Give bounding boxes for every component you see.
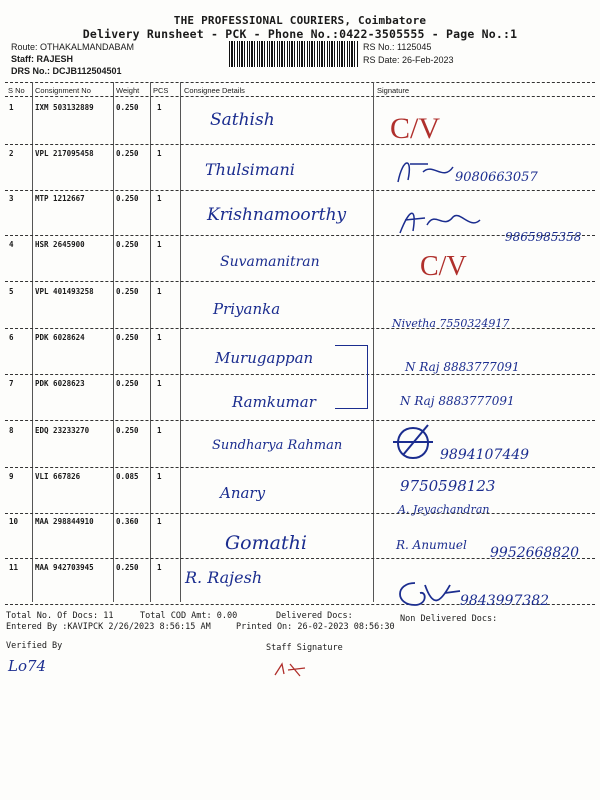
cell-consignment: VPL 217095458 xyxy=(35,149,94,158)
cell-pcs: 1 xyxy=(157,194,162,203)
handwritten-signature: 9750598123 xyxy=(400,477,496,495)
table-header-border xyxy=(5,96,595,97)
header-consignee: Consignee Details xyxy=(184,86,245,95)
cell-sno: 3 xyxy=(9,194,14,203)
handwritten-consignee: Gomathi xyxy=(225,532,307,554)
cell-pcs: 1 xyxy=(157,426,162,435)
cell-consignment: VLI 667826 xyxy=(35,472,81,481)
row-separator xyxy=(5,513,595,514)
row-separator xyxy=(5,374,595,375)
barcode-image xyxy=(229,41,358,67)
cell-sno: 6 xyxy=(9,333,14,342)
cell-consignment: PDK 6028624 xyxy=(35,333,85,342)
cell-pcs: 1 xyxy=(157,103,162,112)
row-separator xyxy=(5,144,595,145)
cell-weight: 0.250 xyxy=(116,149,139,158)
handwritten-consignee: Anary xyxy=(220,484,266,502)
staff-signature-mark xyxy=(270,660,310,680)
handwritten-signature: Nivetha 7550324917 xyxy=(392,317,510,330)
cell-pcs: 1 xyxy=(157,149,162,158)
verified-mark: Lo74 xyxy=(8,657,47,675)
header-weight: Weight xyxy=(116,86,140,95)
total-docs: Total No. Of Docs: 11 xyxy=(6,611,114,621)
handwritten-signature: 9080663057 xyxy=(455,170,538,185)
handwritten-signature: C/V xyxy=(420,251,467,282)
cell-sno: 9 xyxy=(9,472,14,481)
cell-sno: 11 xyxy=(9,563,19,572)
cell-weight: 0.360 xyxy=(116,517,139,526)
handwritten-signature: C/V xyxy=(390,112,441,145)
cell-sno: 2 xyxy=(9,149,14,158)
total-cod: Total COD Amt: 0.00 xyxy=(140,611,238,621)
handwritten-signature: N Raj 8883777091 xyxy=(400,394,515,408)
company-title: THE PROFESSIONAL COURIERS, Coimbatore xyxy=(173,14,427,27)
verified-by-label: Verified By xyxy=(6,641,63,651)
cell-pcs: 1 xyxy=(157,472,162,481)
route-label: Route: OTHAKALMANDABAM xyxy=(11,42,135,52)
header-consignment: Consignment No xyxy=(35,86,91,95)
handwritten-signature: 9843997382 xyxy=(460,593,550,609)
handwritten-consignee: Krishnamoorthy xyxy=(207,205,347,225)
rs-number: RS No.: 1125045 xyxy=(363,42,432,52)
handwritten-name: R. Anumuel xyxy=(396,538,467,552)
cell-weight: 0.085 xyxy=(116,472,139,481)
non-delivered-docs: Non Delivered Docs: xyxy=(400,614,498,624)
delivered-docs: Delivered Docs: xyxy=(276,611,353,621)
header-pcs: PCS xyxy=(153,86,169,95)
handwritten-signature: 9952668820 xyxy=(490,545,580,561)
handwritten-signature: 9894107449 xyxy=(440,447,530,463)
cell-weight: 0.250 xyxy=(116,287,139,296)
row-separator xyxy=(5,420,595,421)
scribble-signature xyxy=(395,205,505,237)
cell-weight: 0.250 xyxy=(116,194,139,203)
cell-consignment: MAA 942703945 xyxy=(35,563,94,572)
cell-weight: 0.250 xyxy=(116,379,139,388)
staff-signature-label: Staff Signature xyxy=(266,643,343,653)
cell-weight: 0.250 xyxy=(116,426,139,435)
runsheet-title: Delivery Runsheet - PCK - Phone No.:0422-3505555 - Page No.:1 xyxy=(82,27,518,41)
entered-by: Entered By :KAVIPCK 2/26/2023 8:56:15 AM xyxy=(6,622,211,632)
row-separator xyxy=(5,467,595,468)
handwritten-name: A. Jeyachandran xyxy=(398,503,490,516)
cell-consignment: MAA 298844910 xyxy=(35,517,94,526)
handwritten-consignee: R. Rajesh xyxy=(185,568,263,587)
bracket-mark xyxy=(335,345,368,409)
staff-label: Staff: RAJESH xyxy=(11,54,74,64)
cell-pcs: 1 xyxy=(157,517,162,526)
handwritten-consignee: Sundharya Rahman xyxy=(212,438,343,453)
cell-consignment: PDK 6028623 xyxy=(35,379,85,388)
drs-number: DRS No.: DCJB112504501 xyxy=(11,66,122,76)
cell-consignment: MTP 1212667 xyxy=(35,194,85,203)
cell-sno: 7 xyxy=(9,379,14,388)
cell-consignment: HSR 2645900 xyxy=(35,240,85,249)
row-separator xyxy=(5,190,595,191)
handwritten-consignee: Sathish xyxy=(210,110,275,130)
cell-pcs: 1 xyxy=(157,333,162,342)
cell-pcs: 1 xyxy=(157,240,162,249)
cell-sno: 10 xyxy=(9,517,19,526)
cell-consignment: EDQ 23233270 xyxy=(35,426,90,435)
table-top-border xyxy=(5,82,595,83)
scribble-signature xyxy=(395,573,465,613)
cell-pcs: 1 xyxy=(157,379,162,388)
handwritten-signature: N Raj 8883777091 xyxy=(405,360,520,374)
rs-date: RS Date: 26-Feb-2023 xyxy=(363,55,454,65)
cell-pcs: 1 xyxy=(157,287,162,296)
cell-sno: 8 xyxy=(9,426,14,435)
scribble-signature xyxy=(388,152,458,188)
cell-sno: 4 xyxy=(9,240,14,249)
cell-pcs: 1 xyxy=(157,563,162,572)
col-divider xyxy=(150,82,151,602)
scribble-signature xyxy=(388,420,438,462)
handwritten-signature: 9865985358 xyxy=(505,230,582,244)
cell-consignment: IXM 503132889 xyxy=(35,103,94,112)
cell-consignment: VPL 401493258 xyxy=(35,287,94,296)
printed-on: Printed On: 26-02-2023 08:56:30 xyxy=(236,622,395,632)
col-divider xyxy=(180,82,181,602)
handwritten-consignee: Priyanka xyxy=(213,300,281,318)
cell-sno: 1 xyxy=(9,103,14,112)
handwritten-consignee: Suvamanitran xyxy=(220,254,320,270)
header-sno: S No xyxy=(8,86,25,95)
col-divider xyxy=(113,82,114,602)
handwritten-consignee: Thulsimani xyxy=(205,160,295,179)
cell-weight: 0.250 xyxy=(116,103,139,112)
col-divider xyxy=(32,82,33,602)
row-separator xyxy=(5,281,595,282)
cell-weight: 0.250 xyxy=(116,240,139,249)
cell-weight: 0.250 xyxy=(116,563,139,572)
header-signature: Signature xyxy=(377,86,410,95)
cell-sno: 5 xyxy=(9,287,14,296)
handwritten-consignee: Ramkumar xyxy=(232,393,316,411)
handwritten-consignee: Murugappan xyxy=(215,349,314,367)
cell-weight: 0.250 xyxy=(116,333,139,342)
col-divider xyxy=(373,82,374,602)
